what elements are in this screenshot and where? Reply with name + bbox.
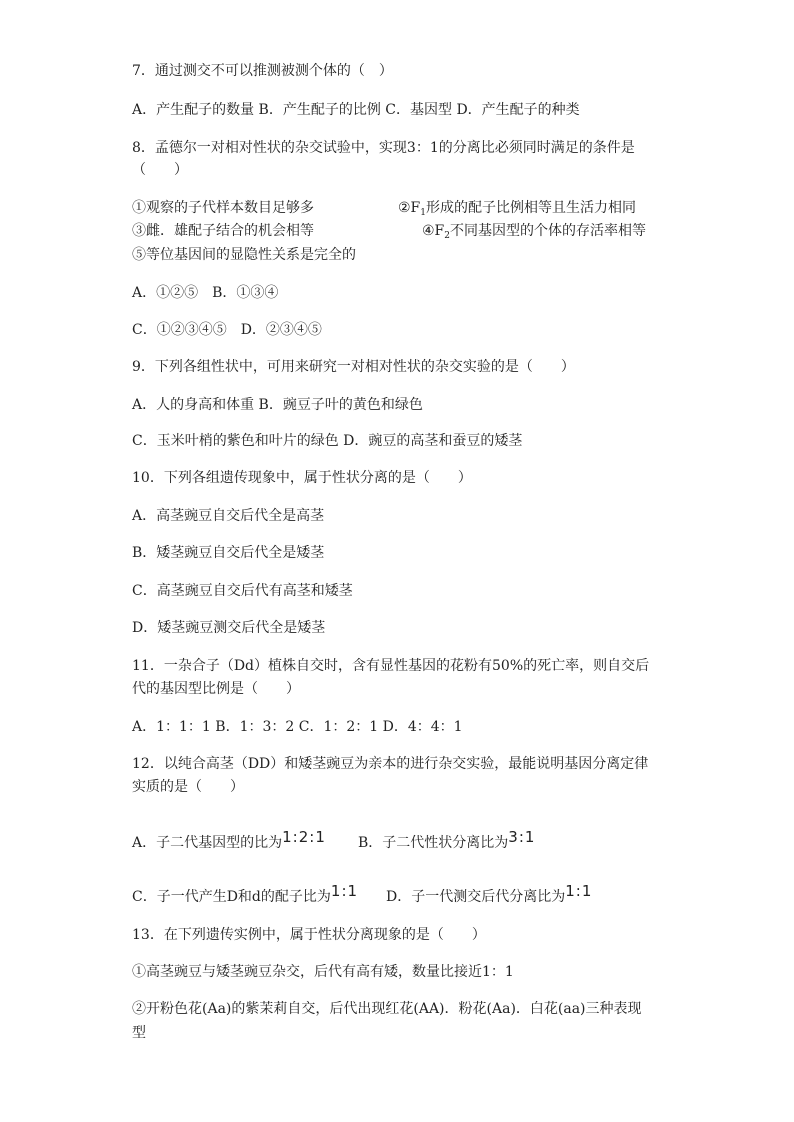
q8-condition-2 bbox=[398, 198, 636, 223]
q8-condition-2-subscript: 1 bbox=[420, 208, 426, 218]
q7-stem: 7．通过测交不可以推测被测个体的（ ） bbox=[132, 63, 393, 79]
q8-condition-2-prefix: ②F bbox=[398, 200, 421, 216]
q12-option-d bbox=[386, 881, 592, 907]
q8-condition-4 bbox=[422, 221, 646, 246]
q8-options-ab: A．①②⑤ B．①③④ bbox=[132, 285, 279, 301]
q10-stem: 10．下列各组遗传现象中，属于性状分离的是（ ） bbox=[132, 470, 472, 486]
q13-item-1: ①高茎豌豆与矮茎豌豆杂交，后代有高有矮，数量比接近1：1 bbox=[132, 964, 514, 980]
q12-stem-line2: 实质的是（ ） bbox=[132, 779, 244, 795]
q8-condition-4-text: 不同基因型的个体的存活率相等 bbox=[450, 223, 646, 239]
q10-option-c: C．高茎豌豆自交后代有高茎和矮茎 bbox=[132, 583, 353, 599]
q8-condition-4-subscript: 2 bbox=[444, 231, 450, 241]
q12-option-a-text: A．子二代基因型的比为 bbox=[132, 835, 283, 851]
q13-item-2-line2: 型 bbox=[132, 1025, 146, 1041]
q8-stem-line1: 8．孟德尔一对相对性状的杂交试验中，实现3：1的分离比必须同时满足的条件是 bbox=[132, 140, 635, 156]
q9-stem: 9．下列各组性状中，可用来研究一对相对性状的杂交实验的是（ ） bbox=[132, 359, 575, 375]
q10-option-b: B．矮茎豌豆自交后代全是矮茎 bbox=[132, 545, 325, 561]
q13-stem: 13．在下列遗传实例中，属于性状分离现象的是（ ） bbox=[132, 927, 486, 943]
q13-item-2-line1: ②开粉色花(Aa)的紫茉莉自交，后代出现红花(AA)．粉花(Aa)．白花(aa)三种表现 bbox=[132, 1001, 642, 1017]
q12-option-a-ratio: 1:2:1 bbox=[282, 828, 326, 846]
q11-stem-line2: 代的基因型比例是（ ） bbox=[132, 681, 300, 697]
q12-option-a bbox=[132, 827, 326, 853]
q12-option-b-text: B．子二代性状分离比为 bbox=[358, 835, 509, 851]
q12-option-b-ratio: 3:1 bbox=[508, 828, 536, 846]
q12-option-c bbox=[132, 881, 358, 907]
q12-option-d-text: D．子一代测交后代分离比为 bbox=[386, 889, 566, 905]
q12-option-c-text: C．子一代产生D和d的配子比为 bbox=[132, 889, 331, 905]
q8-stem-line2: （ ） bbox=[132, 162, 188, 178]
q11-options: A．1：1：1 B．1：3：2 C．1：2：1 D．4：4：1 bbox=[132, 719, 463, 735]
q8-condition-4-prefix: ④F bbox=[422, 223, 445, 239]
q9-options-cd: C．玉米叶梢的紫色和叶片的绿色 D．豌豆的高茎和蚕豆的矮茎 bbox=[132, 433, 523, 449]
q7-options: A．产生配子的数量 B．产生配子的比例 C．基因型 D．产生配子的种类 bbox=[132, 102, 580, 118]
q8-condition-3: ③雌．雄配子结合的机会相等 bbox=[132, 223, 314, 239]
q8-condition-1: ①观察的子代样本数目足够多 bbox=[132, 200, 314, 216]
q12-option-c-ratio: 1:1 bbox=[330, 882, 359, 900]
q12-stem-line1: 12．以纯合高茎（DD）和矮茎豌豆为亲本的进行杂交实验，最能说明基因分离定律 bbox=[132, 756, 649, 772]
q10-option-a: A．高茎豌豆自交后代全是高茎 bbox=[132, 508, 325, 524]
q8-condition-2-text: 形成的配子比例相等且生活力相同 bbox=[426, 200, 636, 216]
q12-option-b bbox=[358, 827, 535, 853]
q10-option-d: D．矮茎豌豆测交后代全是矮茎 bbox=[132, 620, 326, 636]
q9-options-ab: A．人的身高和体重 B．豌豆子叶的黄色和绿色 bbox=[132, 397, 423, 413]
q12-option-d-ratio: 1:1 bbox=[565, 882, 593, 900]
q11-stem-line1: 11．一杂合子（Dd）植株自交时，含有显性基因的花粉有50%的死亡率，则自交后 bbox=[132, 658, 650, 674]
q8-options-cd: C．①②③④⑤ D．②③④⑤ bbox=[132, 322, 322, 338]
q8-condition-5: ⑤等位基因间的显隐性关系是完全的 bbox=[132, 247, 356, 263]
